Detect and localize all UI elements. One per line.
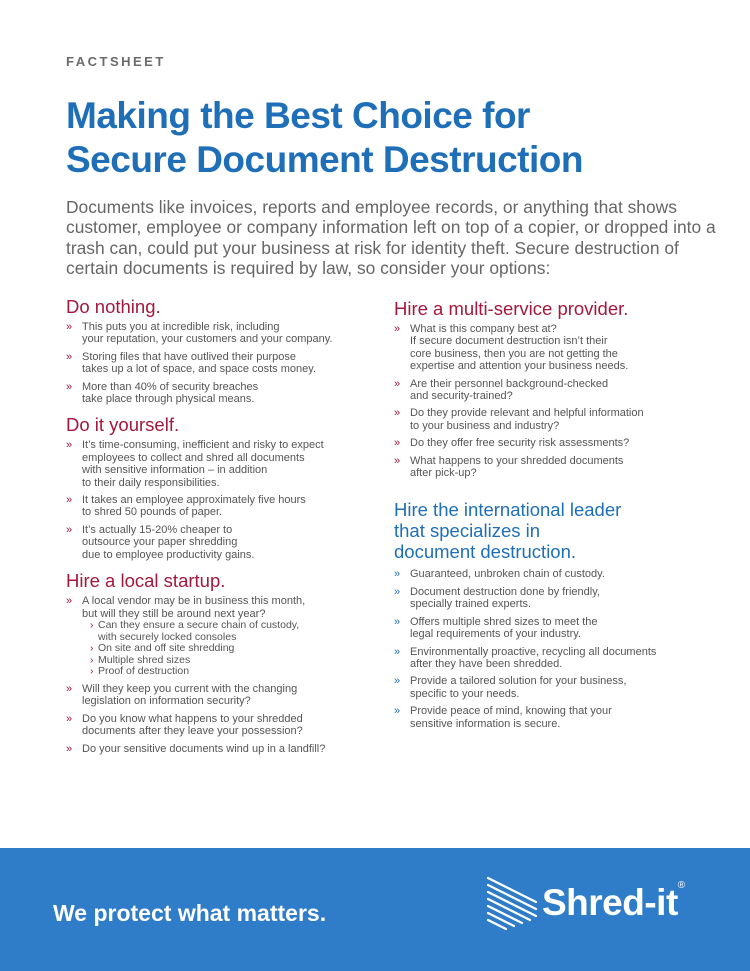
list-item xyxy=(66,524,366,561)
left-column xyxy=(66,296,366,760)
line: » Are their personnel background-checked xyxy=(410,377,609,390)
list-item xyxy=(394,616,694,641)
line: but will they still be around next year? xyxy=(82,607,266,620)
tagline: We protect what matters. xyxy=(53,900,327,926)
line: takes up a lot of space, and space costs money. xyxy=(82,363,316,376)
list-item xyxy=(394,568,694,580)
line: » Provide a tailored solution for your business, xyxy=(410,675,627,688)
line: with securely locked consoles xyxy=(98,630,237,643)
line: your reputation, your customers and your company. xyxy=(82,333,333,346)
line: outsource your paper shredding xyxy=(82,536,238,549)
line: » What is this company best at? xyxy=(410,323,557,335)
intro-paragraph: Documents like invoices, reports and employee records, or anything that shows customer, employee or company information left on top of a copier, or dropped into a trash can, could put your business at risk for identity theft. Secure destruction of certain documents is required by law, so consider your options: xyxy=(66,197,716,279)
line: » Offers multiple shred sizes to meet the xyxy=(410,615,598,628)
list-item xyxy=(394,455,694,480)
line: » This puts you at incredible risk, including xyxy=(82,321,280,333)
line: due to employee productivity gains. xyxy=(82,548,255,561)
line: › Multiple shred sizes xyxy=(98,653,191,666)
line: › Proof of destruction xyxy=(98,665,190,678)
line: » Do your sensitive documents wind up in a landfill? xyxy=(82,742,326,755)
line: employees to collect and shred all documents xyxy=(82,451,305,464)
list-item xyxy=(394,437,694,449)
line: to your business and industry? xyxy=(410,419,560,432)
line: » Document destruction done by friendly, xyxy=(410,585,600,598)
sub-list-item xyxy=(90,643,366,655)
line: › On site and off site shredding xyxy=(98,642,235,655)
line: » Guaranteed, unbroken chain of custody. xyxy=(410,568,605,581)
heading-line: that specializes in xyxy=(394,520,541,542)
section-heading-multi-service: Hire a multi-service provider. xyxy=(394,298,629,319)
line: » Will they keep you current with the changing xyxy=(82,682,298,695)
list-item xyxy=(66,439,366,489)
do-it-yourself-list xyxy=(66,439,366,561)
title-line: Making the Best Choice for xyxy=(66,95,530,136)
eyebrow-label: FACTSHEET xyxy=(66,54,166,69)
sub-list-item xyxy=(90,666,366,678)
registered-mark: ® xyxy=(677,879,685,891)
line: specific to your needs. xyxy=(410,687,520,700)
international-leader-list xyxy=(394,568,694,729)
line: » Provide peace of mind, knowing that your xyxy=(410,705,612,718)
page-title xyxy=(66,94,706,182)
line: and security-trained? xyxy=(410,390,513,403)
line: » It’s time-consuming, inefficient and risky to expect xyxy=(82,439,324,452)
line: » Storing files that have outlived their purpose xyxy=(82,350,297,363)
section-heading-international-leader xyxy=(394,499,694,562)
local-startup-list xyxy=(66,595,366,755)
list-item xyxy=(394,675,694,700)
list-item xyxy=(66,494,366,519)
list-item xyxy=(394,705,694,730)
list-item xyxy=(66,321,366,346)
line: take place through physical means. xyxy=(82,393,255,406)
section-heading-local-startup: Hire a local startup. xyxy=(66,570,226,592)
list-item xyxy=(394,646,694,671)
title-line: Secure Document Destruction xyxy=(66,139,583,180)
line: to shred 50 pounds of paper. xyxy=(82,506,223,519)
list-item xyxy=(394,407,694,432)
line: » What happens to your shredded documents xyxy=(410,454,624,467)
line: core business, then you are not getting the xyxy=(410,347,618,360)
line: » Do they provide relevant and helpful information xyxy=(410,407,644,420)
heading-line: Hire the international leader xyxy=(394,499,622,521)
line: after pick-up? xyxy=(410,467,477,480)
list-item xyxy=(66,381,366,406)
sub-list-item xyxy=(90,620,366,643)
line: » Environmentally proactive, recycling all documents xyxy=(410,645,657,658)
multi-service-list xyxy=(394,323,694,479)
list-item xyxy=(394,378,694,403)
line: » It’s actually 15-20% cheaper to xyxy=(82,523,233,536)
list-item xyxy=(394,323,694,373)
line: › Can they ensure a secure chain of custody, xyxy=(98,618,300,631)
list-item xyxy=(66,351,366,376)
line: legislation on information security? xyxy=(82,695,251,708)
line: documents after they leave your possession? xyxy=(82,725,303,738)
list-item xyxy=(66,743,366,755)
list-item xyxy=(66,713,366,738)
footer-banner xyxy=(0,848,750,971)
line: » It takes an employee approximately five hours xyxy=(82,494,306,507)
line: expertise and attention your business needs. xyxy=(410,360,629,373)
line: sensitive information is secure. xyxy=(410,717,561,730)
logo-wordmark xyxy=(542,879,685,924)
line: » A local vendor may be in business this month, xyxy=(82,595,306,608)
shred-lines-icon xyxy=(486,876,540,932)
shred-it-logo xyxy=(486,876,706,936)
line: legal requirements of your industry. xyxy=(410,628,581,641)
line: » Do they offer free security risk assessments? xyxy=(410,437,630,450)
do-nothing-list xyxy=(66,321,366,405)
list-item xyxy=(394,586,694,611)
line: with sensitive information – in addition xyxy=(82,464,268,477)
line: » Do you know what happens to your shredded xyxy=(82,712,303,725)
list-item xyxy=(66,595,366,678)
right-column xyxy=(394,298,694,735)
line: If secure document destruction isn’t their xyxy=(410,335,608,348)
logo-text: Shred-it xyxy=(542,882,678,923)
section-heading-do-it-yourself: Do it yourself. xyxy=(66,414,180,436)
line: to their daily responsibilities. xyxy=(82,476,220,489)
line: specially trained experts. xyxy=(410,598,532,611)
section-heading-do-nothing: Do nothing. xyxy=(66,296,161,317)
line: after they have been shredded. xyxy=(410,657,563,670)
heading-line: document destruction. xyxy=(394,541,577,563)
sub-list xyxy=(82,620,366,678)
list-item xyxy=(66,683,366,708)
line: » More than 40% of security breaches xyxy=(82,380,259,393)
